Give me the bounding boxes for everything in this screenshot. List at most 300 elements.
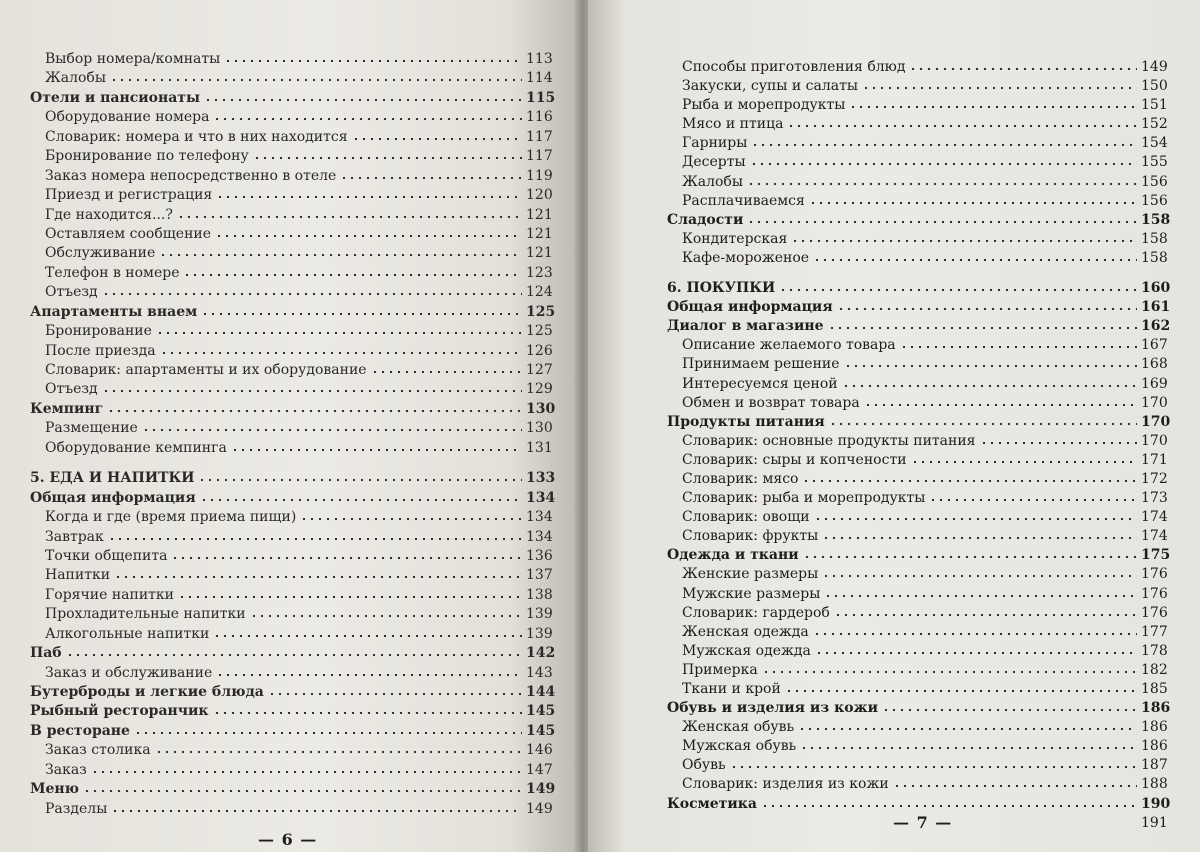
toc-entry-title: Завтрак <box>45 528 104 545</box>
toc-entry-page: 176 <box>1141 566 1168 583</box>
toc-entry-page: 174 <box>1141 509 1168 526</box>
toc-entry <box>30 761 552 780</box>
toc-leader-dots <box>747 176 1137 186</box>
toc-entry-page: 147 <box>526 761 553 778</box>
toc-leader-dots <box>800 740 1137 750</box>
toc-entry-page: 129 <box>526 381 553 398</box>
toc-entry-title: Бутерброды и легкие блюда <box>30 684 264 700</box>
toc-leader-dots <box>224 53 522 63</box>
toc-leader-dots <box>83 783 522 793</box>
toc-entry <box>30 741 552 760</box>
toc-entry <box>30 489 556 508</box>
toc-entry <box>30 508 552 527</box>
toc-entry-page: 124 <box>526 284 553 301</box>
toc-entry-title: Жалобы <box>45 70 106 87</box>
toc-leader-dots <box>747 214 1137 224</box>
toc-entry <box>30 625 552 644</box>
toc-entry <box>667 699 1171 718</box>
toc-entry-page: 130 <box>526 400 556 417</box>
toc-entry <box>30 439 552 458</box>
toc-entry <box>667 115 1167 134</box>
toc-entry <box>30 683 556 702</box>
toc-entry-title: Бронирование <box>45 323 152 340</box>
toc-entry-title: Кафе-мороженое <box>682 249 810 266</box>
toc-entry-title: Заказ номера непосредственно в отеле <box>45 167 337 184</box>
toc-entry-page: 145 <box>526 722 556 739</box>
toc-entry-title: Словарик: рыба и морепродукты <box>682 490 926 507</box>
toc-entry-page: 134 <box>526 489 556 506</box>
toc-entry <box>667 585 1167 604</box>
toc-entry <box>30 586 552 605</box>
toc-leader-dots <box>66 647 522 657</box>
toc-entry <box>667 298 1171 317</box>
toc-leader-dots <box>171 550 522 560</box>
toc-entry-title: Обувь и изделия из кожи <box>667 700 879 717</box>
toc-entry-title: Отъезд <box>45 284 98 301</box>
toc-entry-page: 130 <box>526 420 553 437</box>
toc-entry-title: После приезда <box>45 342 156 359</box>
toc-leader-dots <box>268 686 522 696</box>
toc-entry <box>667 77 1167 96</box>
toc-entry-page: 167 <box>1141 337 1168 354</box>
toc-leader-dots <box>730 759 1137 769</box>
toc-entry-page: 146 <box>526 742 553 759</box>
toc-entry <box>30 361 552 380</box>
toc-leader-dots <box>787 118 1137 128</box>
toc-entry-page: 149 <box>1141 59 1168 75</box>
toc-entry-title: Алкогольные напитки <box>45 625 210 642</box>
toc-entry-title: Разделы <box>45 800 108 817</box>
toc-leader-dots <box>791 233 1137 243</box>
toc-entry <box>667 489 1167 508</box>
toc-entry-title: Сладости <box>667 211 744 228</box>
toc-entry-title: Словарик: мясо <box>682 470 799 487</box>
toc-entry-page: 185 <box>1141 681 1168 697</box>
toc-entry <box>30 547 552 566</box>
toc-entry-page: 158 <box>1141 211 1171 228</box>
toc-entry <box>667 279 1171 298</box>
toc-entry-page: 151 <box>1141 97 1168 114</box>
toc-leader-dots <box>862 80 1137 90</box>
toc-leader-dots <box>803 549 1137 559</box>
toc-leader-dots <box>842 378 1137 388</box>
toc-entry-page: 116 <box>526 109 553 126</box>
toc-entry-page: 158 <box>1141 230 1168 247</box>
toc-entry-title: Словарик: номера и что в них находится <box>45 128 348 145</box>
toc-entry <box>30 722 556 741</box>
toc-entry-title: Прохладительные напитки <box>45 606 246 623</box>
toc-leader-dots <box>864 397 1137 407</box>
toc-entry-page: 117 <box>526 148 553 165</box>
toc-leader-dots <box>160 345 522 355</box>
toc-entry-page: 170 <box>1141 432 1168 449</box>
toc-entry-page: 133 <box>526 470 556 487</box>
toc-entry <box>667 375 1167 394</box>
toc-entry <box>667 451 1167 470</box>
toc-leader-dots <box>213 111 522 121</box>
toc-leader-dots <box>215 228 522 238</box>
toc-entry-title: Заказ <box>45 761 87 778</box>
toc-entry-page: 123 <box>526 264 553 281</box>
toc-leader-dots <box>216 189 522 199</box>
toc-entry-title: Примерка <box>682 661 758 678</box>
toc-entry-title: Кемпинг <box>30 400 104 417</box>
toc-entry-page: 137 <box>526 567 553 584</box>
toc-leader-dots <box>751 137 1137 147</box>
toc-leader-dots <box>900 339 1137 349</box>
toc-entry-title: Оборудование кемпинга <box>45 439 227 456</box>
toc-entry-title: Апартаменты внаем <box>30 303 198 320</box>
toc-entry-title: 5. ЕДА И НАПИТКИ <box>30 470 195 487</box>
toc-leader-dots <box>813 626 1137 636</box>
toc-leader-dots <box>204 92 522 102</box>
toc-entry-title: Обмен и возврат товара <box>682 394 860 411</box>
toc-entry <box>30 50 552 69</box>
toc-entry-page: 172 <box>1141 470 1168 487</box>
toc-leader-dots <box>750 156 1137 166</box>
toc-leader-dots <box>111 803 522 813</box>
toc-entry-page: 121 <box>526 225 553 242</box>
toc-entry-title: Мясо и птица <box>682 116 784 133</box>
toc-entry-title: Женская одежда <box>682 623 809 640</box>
toc-entry-title: Рыба и морепродукты <box>682 97 846 114</box>
toc-entry <box>30 225 552 244</box>
toc-leader-dots <box>762 664 1137 674</box>
toc-leader-dots <box>102 383 522 393</box>
toc-leader-dots <box>134 725 522 735</box>
toc-entry <box>667 192 1167 211</box>
toc-entry <box>667 718 1167 737</box>
toc-leader-dots <box>300 511 522 521</box>
toc-entry-title: Отели и пансионаты <box>30 89 201 106</box>
toc-entry <box>30 303 556 322</box>
toc-entry-page: 169 <box>1141 375 1168 392</box>
toc-entry-title: Словарик: овощи <box>682 509 810 526</box>
toc-entry-page: 177 <box>1141 623 1168 640</box>
toc-entry-title: Расплачиваемся <box>682 192 805 209</box>
toc-entry-page: 119 <box>526 167 553 184</box>
toc-entry <box>667 230 1167 249</box>
toc-entry-page: 117 <box>526 128 553 145</box>
toc-entry <box>30 322 552 341</box>
toc-entry-title: Словарик: основные продукты питания <box>682 432 976 449</box>
toc-leader-dots <box>216 667 522 677</box>
toc-entry <box>30 702 556 721</box>
toc-entry <box>30 419 552 438</box>
toc-leader-dots <box>829 416 1137 426</box>
toc-entry <box>30 128 552 147</box>
toc-leader-dots <box>911 454 1137 464</box>
toc-entry <box>30 244 552 263</box>
toc-entry-title: Словарик: изделия из кожи <box>682 776 889 793</box>
toc-entry <box>667 756 1167 775</box>
toc-entry <box>30 400 556 419</box>
toc-leader-dots <box>198 472 522 482</box>
toc-leader-dots <box>822 568 1137 578</box>
toc-entry-page: 158 <box>1141 249 1168 266</box>
toc-entry-title: Мужская одежда <box>682 642 811 659</box>
toc-leader-dots <box>909 61 1137 71</box>
toc-entry-title: Словарик: апартаменты и их оборудование <box>45 362 367 378</box>
toc-entry-title: Бронирование по телефону <box>45 148 249 165</box>
toc-entry <box>30 89 556 108</box>
toc-entry <box>667 153 1167 172</box>
toc-entry-title: Телефон в номере <box>45 264 180 281</box>
toc-entry-page: 176 <box>1141 585 1168 602</box>
toc-entry <box>667 546 1171 565</box>
toc-entry-page: 138 <box>526 586 553 603</box>
toc-entry-page: 186 <box>1141 738 1168 755</box>
toc-leader-dots <box>814 511 1137 521</box>
toc-entry <box>667 775 1167 794</box>
toc-entry-title: Мужские размеры <box>682 585 821 602</box>
toc-entry <box>667 604 1167 623</box>
toc-leader-dots <box>802 473 1137 483</box>
toc-entry <box>667 623 1167 642</box>
toc-leader-dots <box>352 131 522 141</box>
toc-entry-title: Принимаем решение <box>682 356 840 373</box>
toc-entry-title: Жалобы <box>682 173 743 190</box>
toc-leader-dots <box>779 282 1137 292</box>
toc-entry-page: 142 <box>526 645 556 662</box>
toc-entry <box>667 134 1167 153</box>
toc-entry-title: В ресторане <box>30 722 130 739</box>
toc-entry-page: 154 <box>1141 135 1168 152</box>
toc-entry-page: 156 <box>1141 192 1168 209</box>
toc-entry <box>667 173 1167 192</box>
toc-entry <box>667 642 1167 661</box>
toc-entry-title: Точки общепита <box>45 547 168 564</box>
toc-entry-page: 182 <box>1141 661 1168 678</box>
toc-leader-dots <box>834 607 1137 617</box>
toc-leader-dots <box>108 531 522 541</box>
toc-entry-page: 168 <box>1141 356 1168 373</box>
toc-entry-page: 136 <box>526 547 553 564</box>
toc-entry <box>30 342 552 361</box>
toc-entry-title: Обслуживание <box>45 245 156 262</box>
toc-entry-page: 134 <box>526 509 553 526</box>
toc-entry <box>667 527 1167 546</box>
toc-entry-page: 127 <box>526 362 553 378</box>
toc-entry-page: 114 <box>526 70 553 87</box>
toc-entry-page: 139 <box>526 625 553 642</box>
toc-entry-title: Где находится...? <box>45 206 173 223</box>
toc-leader-dots <box>200 492 522 502</box>
toc-entry-title: Словарик: гардероб <box>682 604 830 621</box>
toc-leader-dots <box>822 530 1137 540</box>
toc-entry <box>667 58 1167 77</box>
toc-entry-page: 171 <box>1141 451 1168 468</box>
toc-entry-title: Косметика <box>667 795 757 812</box>
toc-entry-title: Ткани и крой <box>682 681 781 697</box>
toc-entry-title: Женская обувь <box>682 719 795 736</box>
toc-entry-title: Гарниры <box>682 135 748 152</box>
toc-entry <box>30 147 552 166</box>
toc-leader-dots <box>761 798 1137 808</box>
toc-entry <box>667 249 1167 268</box>
toc-entry-page: 134 <box>526 528 553 545</box>
toc-entry-title: Мужская обувь <box>682 738 797 755</box>
left-page <box>0 0 578 852</box>
toc-entry-page: 144 <box>526 684 556 700</box>
right-page-number: — 7 — <box>893 813 953 832</box>
toc-entry <box>667 413 1171 432</box>
toc-entry-page: 176 <box>1141 604 1168 621</box>
toc-entry-title: Словарик: фрукты <box>682 528 819 545</box>
toc-entry <box>30 186 552 205</box>
toc-leader-dots <box>177 209 522 219</box>
toc-entry <box>667 470 1167 489</box>
toc-leader-dots <box>980 435 1137 445</box>
toc-entry-title: Приезд и регистрация <box>45 187 213 204</box>
toc-leader-dots <box>929 492 1137 502</box>
toc-leader-dots <box>91 764 522 774</box>
toc-entry-title: Заказ столика <box>45 742 151 759</box>
toc-entry <box>667 661 1167 680</box>
toc-leader-dots <box>824 588 1137 598</box>
toc-entry-title: Общая информация <box>667 299 833 316</box>
toc-entry <box>667 565 1167 584</box>
toc-entry-page: 145 <box>526 703 556 720</box>
toc-entry-page: 178 <box>1141 642 1168 659</box>
toc-entry <box>667 680 1167 699</box>
toc-leader-dots <box>201 306 522 316</box>
toc-entry-title: Выбор номера/комнаты <box>45 51 221 67</box>
toc-entry-title: Горячие напитки <box>45 586 174 603</box>
toc-entry-page: 113 <box>526 51 553 67</box>
toc-entry-page: 125 <box>526 323 553 340</box>
toc-entry-title: Оборудование номера <box>45 109 210 126</box>
toc-entry-title: Продукты питания <box>667 413 825 430</box>
toc-leader-dots <box>253 150 522 160</box>
toc-entry <box>667 432 1167 451</box>
toc-entry <box>667 317 1171 336</box>
toc-leader-dots <box>837 301 1137 311</box>
toc-leader-dots <box>107 403 522 413</box>
toc-entry <box>30 780 556 799</box>
toc-leader-dots <box>213 705 522 715</box>
toc-entry-page: 155 <box>1141 154 1168 171</box>
toc-entry-title: Отъезд <box>45 381 98 398</box>
left-toc-list <box>30 50 556 819</box>
toc-entry-page: 191 <box>1141 814 1168 831</box>
toc-entry-title: Описание желаемого товара <box>682 337 896 354</box>
toc-entry-title: Напитки <box>45 567 111 584</box>
toc-entry <box>667 336 1167 355</box>
right-toc-list <box>667 58 1171 833</box>
toc-leader-dots <box>798 721 1137 731</box>
toc-entry-page: 173 <box>1141 490 1168 507</box>
toc-leader-dots <box>371 364 522 374</box>
toc-entry <box>30 800 552 819</box>
toc-entry-page: 149 <box>526 800 553 817</box>
toc-entry-page: 188 <box>1141 776 1168 793</box>
toc-entry <box>667 795 1171 814</box>
toc-leader-dots <box>340 170 522 180</box>
toc-entry-page: 170 <box>1141 394 1168 411</box>
toc-entry-title: Кондитерская <box>682 230 788 247</box>
toc-entry-title: Словарик: сыры и копчености <box>682 451 907 468</box>
toc-entry-title: Меню <box>30 781 80 798</box>
toc-leader-dots <box>110 72 522 82</box>
toc-entry-page: 121 <box>526 206 553 223</box>
toc-entry-title: Диалог в магазине <box>667 318 824 335</box>
toc-leader-dots <box>250 608 522 618</box>
toc-entry <box>30 69 552 88</box>
toc-entry-page: 126 <box>526 342 553 359</box>
toc-entry-title: Оставляем сообщение <box>45 225 212 242</box>
toc-entry-page: 161 <box>1141 299 1171 316</box>
toc-entry <box>667 737 1167 756</box>
toc-entry-page: 120 <box>526 187 553 204</box>
toc-leader-dots <box>178 589 522 599</box>
toc-entry-page: 190 <box>1141 795 1171 812</box>
toc-entry <box>30 206 552 225</box>
toc-entry-title: Женские размеры <box>682 566 819 583</box>
left-page-number: — 6 — <box>258 830 318 849</box>
toc-entry-title: Одежда и ткани <box>667 547 799 564</box>
toc-leader-dots <box>183 267 522 277</box>
toc-leader-dots <box>828 320 1137 330</box>
toc-entry <box>667 508 1167 527</box>
toc-entry-title: Размещение <box>45 420 138 437</box>
toc-entry-page: 115 <box>526 89 556 106</box>
toc-entry <box>667 355 1167 374</box>
toc-entry-page: 160 <box>1141 280 1171 297</box>
toc-entry-title: Общая информация <box>30 489 196 506</box>
toc-entry <box>30 469 556 488</box>
toc-leader-dots <box>809 195 1137 205</box>
toc-entry-title: Интересуемся ценой <box>682 375 838 392</box>
toc-entry <box>30 664 552 683</box>
toc-entry-title: Десерты <box>682 154 746 171</box>
toc-entry <box>30 108 552 127</box>
toc-leader-dots <box>102 286 522 296</box>
toc-entry-page: 131 <box>526 439 553 456</box>
toc-entry-page: 162 <box>1141 318 1171 335</box>
toc-leader-dots <box>893 778 1137 788</box>
toc-leader-dots <box>156 325 522 335</box>
toc-entry-page: 143 <box>526 664 553 681</box>
toc-entry-page: 174 <box>1141 528 1168 545</box>
toc-leader-dots <box>142 422 522 432</box>
toc-entry <box>30 167 552 186</box>
toc-leader-dots <box>155 744 522 754</box>
toc-entry-page: 175 <box>1141 547 1171 564</box>
toc-leader-dots <box>114 569 522 579</box>
toc-entry-title: Заказ и обслуживание <box>45 664 213 681</box>
toc-entry-page: 139 <box>526 606 553 623</box>
toc-entry-page: 149 <box>526 781 556 798</box>
toc-entry-page: 125 <box>526 303 556 320</box>
toc-leader-dots <box>785 683 1137 693</box>
toc-entry-title: Рыбный ресторанчик <box>30 703 209 720</box>
toc-entry-page: 121 <box>526 245 553 262</box>
toc-entry-title: Закуски, супы и салаты <box>682 78 858 95</box>
toc-entry <box>30 528 552 547</box>
toc-entry <box>667 211 1171 230</box>
toc-entry-title: Паб <box>30 645 62 662</box>
toc-leader-dots <box>159 247 522 257</box>
toc-entry-title: 6. ПОКУПКИ <box>667 280 776 297</box>
toc-entry <box>30 380 552 399</box>
toc-entry-page: 170 <box>1141 413 1171 430</box>
toc-leader-dots <box>849 99 1137 109</box>
toc-entry-page: 187 <box>1141 757 1168 774</box>
toc-entry <box>30 605 552 624</box>
toc-entry-title: Способы приготовления блюд <box>682 59 906 75</box>
toc-entry <box>667 96 1167 115</box>
